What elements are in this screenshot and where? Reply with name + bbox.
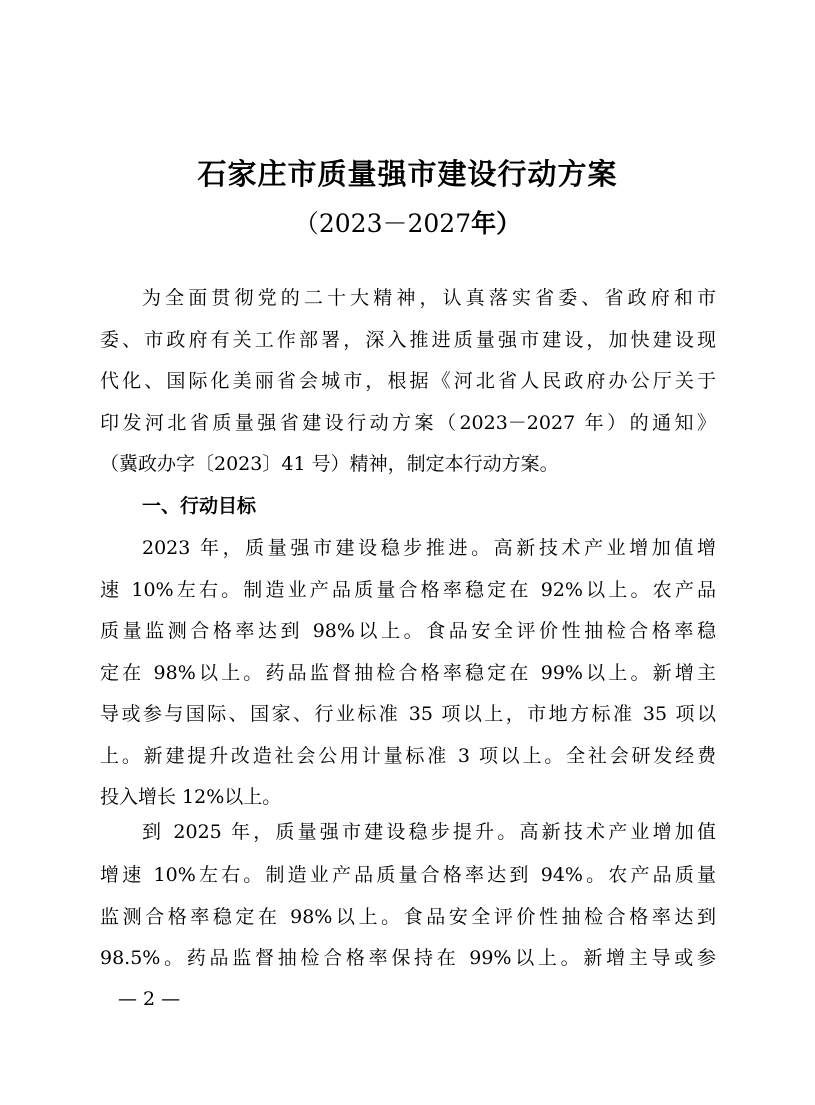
intro-line: 为全面贯彻党的二十大精神，认真落实省委、省政府和市	[142, 287, 716, 309]
subtitle-range: （2023－2027	[293, 209, 472, 238]
paragraph-line: 质量监测合格率达到 98%以上。食品安全评价性抽检合格率稳	[100, 620, 716, 642]
section-heading: 一、行动目标	[142, 495, 257, 517]
paragraph-line: 98.5%。药品监督抽检合格率保持在 99%以上。新增主导或参	[100, 947, 716, 969]
paragraph-line: 2023 年，质量强市建设稳步推进。高新技术产业增加值增	[142, 537, 716, 559]
paragraph-line: 监测合格率稳定在 98%以上。食品安全评价性抽检合格率达到	[100, 906, 716, 928]
paragraph-line: 定在 98%以上。药品监督抽检合格率稳定在 99%以上。新增主	[100, 662, 716, 684]
document-title: 石家庄市质量强市建设行动方案	[197, 157, 618, 191]
paragraph-line: 上。新建提升改造社会公用计量标准 3 项以上。全社会研发经费	[100, 745, 716, 767]
paragraph-line: 增速 10%左右。制造业产品质量合格率达到 94%。农产品质量	[100, 864, 716, 886]
paragraph-line: 投入增长 12%以上。	[100, 786, 282, 808]
paragraph-line: 到 2025 年，质量强市建设稳步提升。高新技术产业增加值	[142, 821, 716, 843]
intro-line: 印发河北省质量强省建设行动方案（2023－2027 年）的通知》	[100, 412, 716, 434]
paragraph-line: 速 10%左右。制造业产品质量合格率稳定在 92%以上。农产品	[100, 579, 716, 601]
document-subtitle	[0, 204, 815, 240]
intro-line: 代化、国际化美丽省会城市，根据《河北省人民政府办公厅关于	[100, 370, 716, 392]
subtitle-year: 年）	[471, 209, 522, 238]
page-number: — 2 —	[118, 988, 181, 1010]
intro-line: 委、市政府有关工作部署，深入推进质量强市建设，加快建设现	[100, 329, 716, 351]
intro-line: （冀政办字〔2023〕41 号）精神，制定本行动方案。	[100, 453, 559, 475]
paragraph-line: 导或参与国际、国家、行业标准 35 项以上，市地方标准 35 项以	[100, 703, 716, 725]
